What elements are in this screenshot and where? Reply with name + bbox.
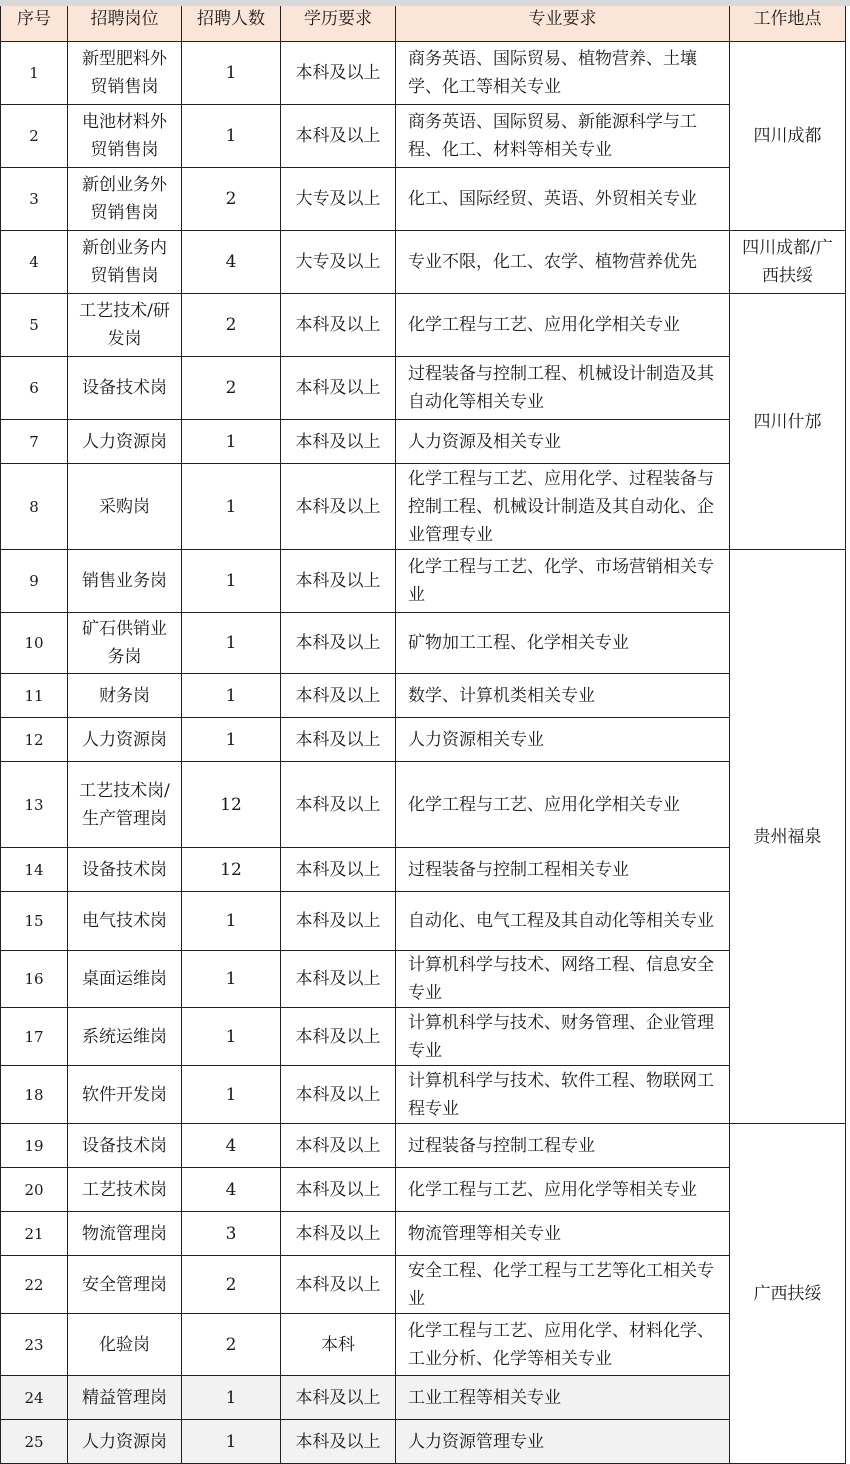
cell-major: 化学工程与工艺、化学、市场营销相关专业 (396, 550, 730, 613)
header-no: 序号 (1, 0, 68, 42)
cell-major: 化学工程与工艺、应用化学、过程装备与控制工程、机械设计制造及其自动化、企业管理专业 (396, 464, 730, 550)
cell-major: 过程装备与控制工程专业 (396, 1124, 730, 1168)
cell-education: 本科及以上 (281, 464, 396, 550)
cell-education: 本科及以上 (281, 1168, 396, 1212)
cell-education: 本科及以上 (281, 105, 396, 168)
table-row (1, 550, 846, 613)
cell-no: 3 (1, 168, 68, 231)
cell-no: 7 (1, 420, 68, 464)
cell-education: 本科及以上 (281, 1256, 396, 1314)
cell-post: 新创业务外贸销售岗 (68, 168, 182, 231)
cell-education: 大专及以上 (281, 168, 396, 231)
cell-no: 20 (1, 1168, 68, 1212)
cell-major: 过程装备与控制工程相关专业 (396, 848, 730, 892)
table-row (1, 613, 846, 674)
table-row (1, 1314, 846, 1376)
cell-education: 本科及以上 (281, 951, 396, 1008)
cell-education: 本科及以上 (281, 357, 396, 420)
cell-education: 本科及以上 (281, 42, 396, 105)
cell-count: 3 (182, 1212, 281, 1256)
cell-post: 电池材料外贸销售岗 (68, 105, 182, 168)
table-row (1, 718, 846, 762)
cell-count: 4 (182, 1124, 281, 1168)
cell-post: 系统运维岗 (68, 1008, 182, 1066)
cell-no: 4 (1, 231, 68, 294)
cell-education: 本科及以上 (281, 550, 396, 613)
top-border (0, 0, 850, 6)
table-row (1, 1008, 846, 1066)
table-row (1, 674, 846, 718)
cell-count: 2 (182, 294, 281, 357)
cell-major: 商务英语、国际贸易、植物营养、土壤学、化工等相关专业 (396, 42, 730, 105)
table-row (1, 231, 846, 294)
cell-no: 17 (1, 1008, 68, 1066)
header-post: 招聘岗位 (68, 0, 182, 42)
cell-education: 本科及以上 (281, 420, 396, 464)
cell-location: 四川成都/广西扶绥 (730, 231, 846, 294)
cell-no: 22 (1, 1256, 68, 1314)
cell-major: 人力资源相关专业 (396, 718, 730, 762)
table-row (1, 420, 846, 464)
cell-count: 1 (182, 613, 281, 674)
cell-no: 8 (1, 464, 68, 550)
cell-post: 精益管理岗 (68, 1376, 182, 1420)
table-row (1, 464, 846, 550)
cell-major: 数学、计算机类相关专业 (396, 674, 730, 718)
cell-no: 23 (1, 1314, 68, 1376)
cell-post: 人力资源岗 (68, 718, 182, 762)
cell-location: 广西扶绥 (730, 1124, 846, 1464)
cell-education: 本科及以上 (281, 1124, 396, 1168)
header-major: 专业要求 (396, 0, 730, 42)
cell-major: 计算机科学与技术、软件工程、物联网工程专业 (396, 1066, 730, 1124)
table-row (1, 1168, 846, 1212)
cell-major: 自动化、电气工程及其自动化等相关专业 (396, 892, 730, 951)
table-row (1, 357, 846, 420)
cell-no: 1 (1, 42, 68, 105)
cell-no: 19 (1, 1124, 68, 1168)
cell-no: 11 (1, 674, 68, 718)
cell-no: 18 (1, 1066, 68, 1124)
cell-post: 人力资源岗 (68, 1420, 182, 1464)
table-row (1, 1212, 846, 1256)
table-row (1, 1124, 846, 1168)
cell-count: 2 (182, 1256, 281, 1314)
cell-count: 1 (182, 105, 281, 168)
cell-count: 4 (182, 231, 281, 294)
cell-count: 1 (182, 674, 281, 718)
cell-count: 1 (182, 1376, 281, 1420)
cell-count: 2 (182, 168, 281, 231)
cell-post: 软件开发岗 (68, 1066, 182, 1124)
cell-post: 安全管理岗 (68, 1256, 182, 1314)
cell-count: 1 (182, 464, 281, 550)
table-row (1, 105, 846, 168)
cell-count: 1 (182, 718, 281, 762)
cell-education: 本科及以上 (281, 613, 396, 674)
cell-no: 13 (1, 762, 68, 848)
cell-major: 过程装备与控制工程、机械设计制造及其自动化等相关专业 (396, 357, 730, 420)
table-row (1, 168, 846, 231)
cell-major: 专业不限，化工、农学、植物营养优先 (396, 231, 730, 294)
cell-no: 12 (1, 718, 68, 762)
cell-post: 化验岗 (68, 1314, 182, 1376)
cell-major: 商务英语、国际贸易、新能源科学与工程、化工、材料等相关专业 (396, 105, 730, 168)
cell-count: 1 (182, 892, 281, 951)
cell-education: 本科及以上 (281, 1420, 396, 1464)
cell-count: 1 (182, 1420, 281, 1464)
cell-no: 25 (1, 1420, 68, 1464)
table-body (1, 42, 846, 1464)
cell-post: 设备技术岗 (68, 848, 182, 892)
cell-post: 设备技术岗 (68, 357, 182, 420)
cell-post: 新型肥料外贸销售岗 (68, 42, 182, 105)
cell-no: 9 (1, 550, 68, 613)
cell-post: 新创业务内贸销售岗 (68, 231, 182, 294)
cell-location: 四川成都 (730, 42, 846, 231)
cell-count: 4 (182, 1168, 281, 1212)
cell-post: 采购岗 (68, 464, 182, 550)
cell-no: 15 (1, 892, 68, 951)
cell-education: 本科及以上 (281, 762, 396, 848)
cell-major: 计算机科学与技术、财务管理、企业管理专业 (396, 1008, 730, 1066)
cell-post: 矿石供销业务岗 (68, 613, 182, 674)
cell-no: 2 (1, 105, 68, 168)
cell-post: 工艺技术岗/生产管理岗 (68, 762, 182, 848)
cell-major: 人力资源管理专业 (396, 1420, 730, 1464)
cell-count: 1 (182, 420, 281, 464)
cell-major: 矿物加工工程、化学相关专业 (396, 613, 730, 674)
cell-education: 本科及以上 (281, 674, 396, 718)
cell-major: 安全工程、化学工程与工艺等化工相关专业 (396, 1256, 730, 1314)
cell-location: 四川什邡 (730, 294, 846, 550)
table-row (1, 294, 846, 357)
cell-count: 12 (182, 762, 281, 848)
cell-major: 计算机科学与技术、网络工程、信息安全专业 (396, 951, 730, 1008)
cell-count: 1 (182, 1066, 281, 1124)
cell-post: 工艺技术/研发岗 (68, 294, 182, 357)
cell-count: 1 (182, 42, 281, 105)
cell-no: 14 (1, 848, 68, 892)
cell-education: 本科及以上 (281, 1008, 396, 1066)
cell-count: 2 (182, 1314, 281, 1376)
cell-post: 人力资源岗 (68, 420, 182, 464)
cell-no: 24 (1, 1376, 68, 1420)
table-row (1, 1256, 846, 1314)
cell-education: 本科及以上 (281, 718, 396, 762)
cell-no: 16 (1, 951, 68, 1008)
cell-post: 设备技术岗 (68, 1124, 182, 1168)
cell-major: 化学工程与工艺、应用化学、材料化学、工业分析、化学等相关专业 (396, 1314, 730, 1376)
cell-major: 人力资源及相关专业 (396, 420, 730, 464)
table-row (1, 1376, 846, 1420)
cell-education: 本科及以上 (281, 294, 396, 357)
cell-post: 销售业务岗 (68, 550, 182, 613)
cell-no: 10 (1, 613, 68, 674)
table-row (1, 762, 846, 848)
header-location: 工作地点 (730, 0, 846, 42)
cell-education: 本科及以上 (281, 1376, 396, 1420)
cell-post: 物流管理岗 (68, 1212, 182, 1256)
table-row (1, 892, 846, 951)
cell-education: 本科及以上 (281, 892, 396, 951)
header-count: 招聘人数 (182, 0, 281, 42)
cell-count: 1 (182, 951, 281, 1008)
cell-no: 5 (1, 294, 68, 357)
cell-location: 贵州福泉 (730, 550, 846, 1124)
cell-count: 1 (182, 1008, 281, 1066)
cell-education: 本科及以上 (281, 1066, 396, 1124)
cell-no: 21 (1, 1212, 68, 1256)
table-row (1, 42, 846, 105)
cell-education: 本科 (281, 1314, 396, 1376)
cell-education: 本科及以上 (281, 848, 396, 892)
cell-post: 财务岗 (68, 674, 182, 718)
cell-post: 电气技术岗 (68, 892, 182, 951)
cell-major: 工业工程等相关专业 (396, 1376, 730, 1420)
cell-major: 化学工程与工艺、应用化学相关专业 (396, 294, 730, 357)
header-education: 学历要求 (281, 0, 396, 42)
cell-education: 大专及以上 (281, 231, 396, 294)
header-row (1, 0, 846, 42)
table-row (1, 1420, 846, 1464)
table-row (1, 1066, 846, 1124)
cell-major: 物流管理等相关专业 (396, 1212, 730, 1256)
table-row (1, 951, 846, 1008)
cell-major: 化学工程与工艺、应用化学等相关专业 (396, 1168, 730, 1212)
cell-count: 2 (182, 357, 281, 420)
cell-major: 化工、国际经贸、英语、外贸相关专业 (396, 168, 730, 231)
cell-no: 6 (1, 357, 68, 420)
cell-major: 化学工程与工艺、应用化学相关专业 (396, 762, 730, 848)
cell-count: 12 (182, 848, 281, 892)
cell-count: 1 (182, 550, 281, 613)
cell-post: 桌面运维岗 (68, 951, 182, 1008)
cell-education: 本科及以上 (281, 1212, 396, 1256)
table-row (1, 848, 846, 892)
cell-post: 工艺技术岗 (68, 1168, 182, 1212)
